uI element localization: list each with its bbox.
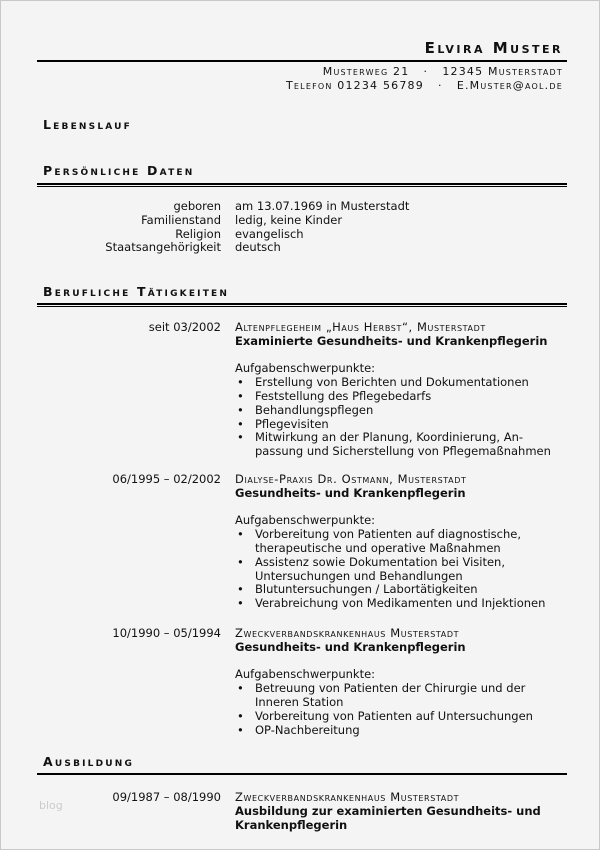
address: Musterweg 21 · 12345 Musterstadt <box>322 65 563 78</box>
section-heading-career: Berufliche Tätigkeiten <box>43 284 230 299</box>
applicant-name: Elvira Muster <box>424 39 563 57</box>
entry-period: seit 03/2002 <box>148 320 221 334</box>
personal-value: evangelisch <box>235 226 304 241</box>
section-heading-education: Ausbildung <box>43 754 135 769</box>
tasks-label: Aufgabenschwerpunkte: <box>235 667 376 682</box>
entry-employer: Zweckverbandskrankenhaus Musterstadt <box>235 790 460 804</box>
entry-period: 06/1995 – 02/2002 <box>112 472 221 486</box>
personal-label: Familienstand <box>141 212 221 227</box>
task-list <box>235 528 545 611</box>
section-rule <box>37 183 567 187</box>
task-item: • Feststellung des Pflegebedarfs <box>235 390 551 404</box>
task-item: • Behandlungspflegen <box>235 404 551 418</box>
section-rule <box>37 303 567 307</box>
personal-label: Religion <box>175 226 221 241</box>
entry-details <box>235 473 545 611</box>
entry-employer: Dialyse-Praxis Dr. Ostmann, Musterstadt <box>235 472 467 486</box>
section-rule <box>37 773 567 775</box>
task-item: • Blutuntersuchungen / Labortätigkeiten <box>235 583 545 597</box>
contact-line: Telefon 01234 56789 · E.Muster@aol.de <box>286 79 563 92</box>
personal-label: Staatsangehörigkeit <box>105 240 221 255</box>
entry-role: Gesundheits- und Krankenpflegerin <box>235 639 466 654</box>
task-item: • Betreuung von Patienten der Chirurgie und der Inneren Station <box>235 682 533 710</box>
header-rule <box>37 60 567 62</box>
tasks-label: Aufgabenschwerpunkte: <box>235 361 376 376</box>
tasks-label: Aufgabenschwerpunkte: <box>235 513 376 528</box>
task-item: • OP-Nachbereitung <box>235 724 533 738</box>
task-list <box>235 682 533 737</box>
task-list <box>235 376 551 459</box>
entry-role: Examinierte Gesundheits- und Krankenpflegerin <box>235 333 548 348</box>
entry-details <box>235 791 541 832</box>
document-title: Lebenslauf <box>43 117 133 132</box>
entry-role: Gesundheits- und Krankenpflegerin <box>235 485 466 500</box>
task-item: • Assistenz sowie Dokumentation bei Visiten, Untersuchungen und Behandlungen <box>235 556 545 584</box>
task-item: • Verabreichung von Medikamenten und Injektionen <box>235 597 545 611</box>
task-item: • Vorbereitung von Patienten auf Untersuchungen <box>235 710 533 724</box>
task-item: • Mitwirkung an der Planung, Koordinierung, An- passung und Sicherstellung von Pflegemaßnahmen <box>235 431 551 459</box>
entry-employer: Zweckverbandskrankenhaus Musterstadt <box>235 626 460 640</box>
entry-period: 10/1990 – 05/1994 <box>112 626 221 640</box>
section-heading-personal: Persönliche Daten <box>43 163 195 178</box>
personal-label: geboren <box>173 199 221 213</box>
personal-value: am 13.07.1969 in Musterstadt <box>235 199 410 213</box>
entry-details <box>235 321 551 459</box>
personal-value: deutsch <box>235 240 281 255</box>
personal-value: ledig, keine Kinder <box>235 212 343 227</box>
entry-period: 09/1987 – 08/1990 <box>112 790 221 804</box>
entry-employer: Altenpflegeheim „Haus Herbst“, Musterstadt <box>235 320 486 334</box>
watermark: blog <box>39 799 63 812</box>
entry-details <box>235 627 533 737</box>
entry-role: Ausbildung zur examinierten Gesundheits- und Krankenpflegerin <box>235 803 541 832</box>
task-item: • Vorbereitung von Patienten auf diagnostische, therapeutische und operative Maßnahmen <box>235 528 545 556</box>
task-item: • Pflegevisiten <box>235 418 551 432</box>
task-item: • Erstellung von Berichten und Dokumentationen <box>235 376 551 390</box>
